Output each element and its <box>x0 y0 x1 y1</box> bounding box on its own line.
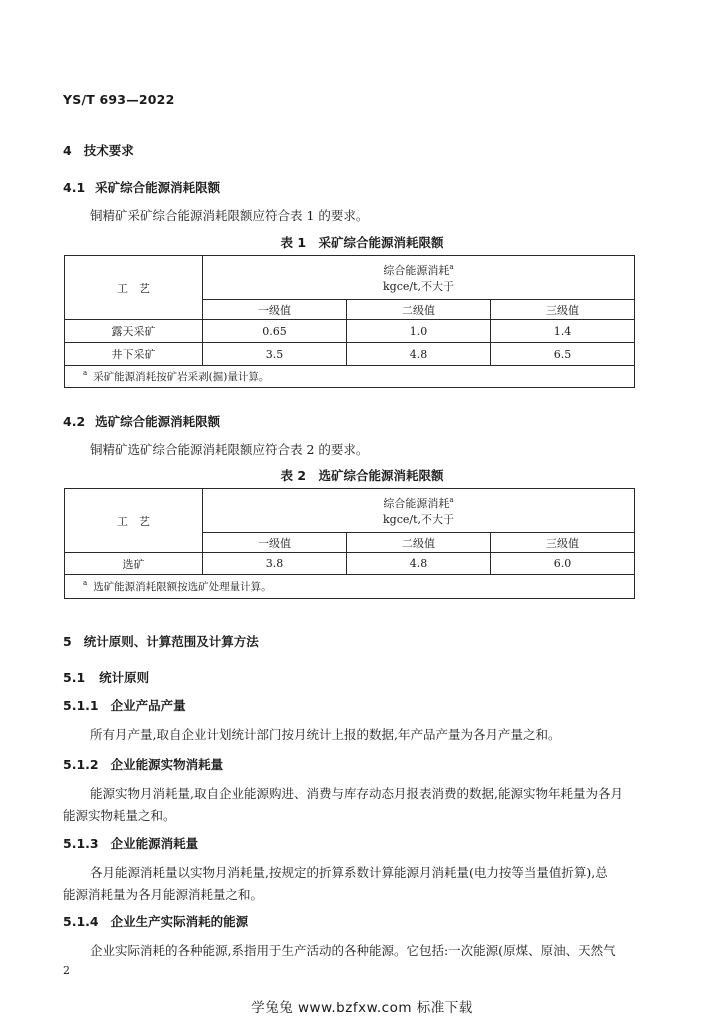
section-4-2-paragraph: 铜精矿选矿综合能源消耗限额应符合表 2 的要求。 <box>90 442 369 457</box>
section-5-1-1-paragraph: 所有月产量,取自企业计划统计部门按月统计上报的数据,年产品产量为各月产量之和。 <box>90 727 561 742</box>
level-1-header: 一级值 <box>203 533 347 553</box>
section-title: 企业生产实际消耗的能源 <box>110 914 249 929</box>
cell-value: 4.8 <box>347 553 491 575</box>
table-header-energy <box>203 256 635 300</box>
section-5-1-heading <box>63 668 149 686</box>
table-row <box>65 343 635 366</box>
cell-value: 6.5 <box>491 343 635 366</box>
section-4-2-heading <box>63 412 220 430</box>
table-row <box>65 320 635 343</box>
section-title: 企业能源消耗量 <box>110 836 199 851</box>
section-title: 企业能源实物消耗量 <box>110 757 224 772</box>
section-5-1-1-heading <box>63 696 186 714</box>
energy-label: 综合能源消耗 <box>383 263 450 277</box>
section-number: 5.1.4 <box>63 914 99 929</box>
section-number: 4.2 <box>63 414 86 429</box>
table-header-process: 工 艺 <box>65 489 203 553</box>
cell-value: 1.4 <box>491 320 635 343</box>
table-header-energy <box>203 489 635 533</box>
section-5-1-3-paragraph-line-1: 各月能源消耗量以实物月消耗量,按规定的折算系数计算能源月消耗量(电力按等当量值折算),总 <box>90 865 608 880</box>
section-4-1-paragraph: 铜精矿采矿综合能源消耗限额应符合表 1 的要求。 <box>90 208 369 223</box>
level-1-header: 一级值 <box>203 300 347 320</box>
section-number: 4.1 <box>63 180 86 195</box>
section-number: 5.1.3 <box>63 836 99 851</box>
cell-value: 0.65 <box>203 320 347 343</box>
level-3-header: 三级值 <box>491 533 635 553</box>
energy-label: 综合能源消耗 <box>383 496 450 510</box>
section-number: 5.1 <box>63 670 86 685</box>
table-1 <box>64 255 635 388</box>
section-5-1-3-heading <box>63 834 198 852</box>
section-title: 统计原则 <box>99 670 150 685</box>
section-5-1-2-paragraph-line-1: 能源实物月消耗量,取自企业能源购进、消费与库存动态月报表消费的数据,能源实物年耗量为各月 <box>90 786 623 801</box>
table-header-process: 工 艺 <box>65 256 203 320</box>
table-row <box>65 553 635 575</box>
section-4-heading <box>63 141 134 159</box>
section-5-1-2-paragraph-line-2: 能源实物耗量之和。 <box>63 808 176 823</box>
note-text: 选矿能源消耗限额按选矿处理量计算。 <box>93 581 272 593</box>
cell-value: 1.0 <box>347 320 491 343</box>
table-1-caption: 表 1 采矿综合能源消耗限额 <box>280 235 444 250</box>
footer-watermark: 学兔兔 www.bzfxw.com 标准下载 <box>251 1000 473 1016</box>
section-title: 技术要求 <box>83 143 134 158</box>
note-text: 采矿能源消耗按矿岩采剥(掘)量计算。 <box>93 371 270 383</box>
level-3-header: 三级值 <box>491 300 635 320</box>
section-5-1-4-heading <box>63 912 248 930</box>
footnote-mark: a <box>83 369 88 377</box>
cell-value: 6.0 <box>491 553 635 575</box>
section-number: 4 <box>63 143 72 158</box>
section-number: 5.1.1 <box>63 698 99 713</box>
table-note <box>65 366 635 388</box>
unit-label: kgce/t,不大于 <box>383 512 455 526</box>
table-2 <box>64 488 635 599</box>
section-5-1-4-paragraph-line-1: 企业实际消耗的各种能源,系指用于生产活动的各种能源。它包括:一次能源(原煤、原油、天然气 <box>90 943 616 958</box>
cell-value: 3.8 <box>203 553 347 575</box>
table-note <box>65 575 635 599</box>
section-5-1-2-heading <box>63 755 223 773</box>
unit-label: kgce/t,不大于 <box>383 279 455 293</box>
document-code: YS/T 693—2022 <box>63 92 175 107</box>
section-5-1-3-paragraph-line-2: 能源消耗量为各月能源消耗量之和。 <box>63 887 264 902</box>
row-name: 露天采矿 <box>65 320 203 343</box>
section-number: 5 <box>63 634 72 649</box>
footnote-ref: a <box>449 262 454 271</box>
section-number: 5.1.2 <box>63 757 99 772</box>
cell-value: 3.5 <box>203 343 347 366</box>
row-name: 选矿 <box>65 553 203 575</box>
section-5-heading <box>63 632 259 650</box>
table-2-caption: 表 2 选矿综合能源消耗限额 <box>280 468 444 483</box>
section-4-1-heading <box>63 178 220 196</box>
footnote-mark: a <box>83 579 88 587</box>
section-title: 选矿综合能源消耗限额 <box>95 414 221 429</box>
footnote-ref: a <box>449 495 454 504</box>
page-number: 2 <box>63 964 70 977</box>
section-title: 企业产品产量 <box>110 698 186 713</box>
row-name: 井下采矿 <box>65 343 203 366</box>
level-2-header: 二级值 <box>347 533 491 553</box>
cell-value: 4.8 <box>347 343 491 366</box>
level-2-header: 二级值 <box>347 300 491 320</box>
section-title: 统计原则、计算范围及计算方法 <box>83 634 259 649</box>
section-title: 采矿综合能源消耗限额 <box>95 180 221 195</box>
